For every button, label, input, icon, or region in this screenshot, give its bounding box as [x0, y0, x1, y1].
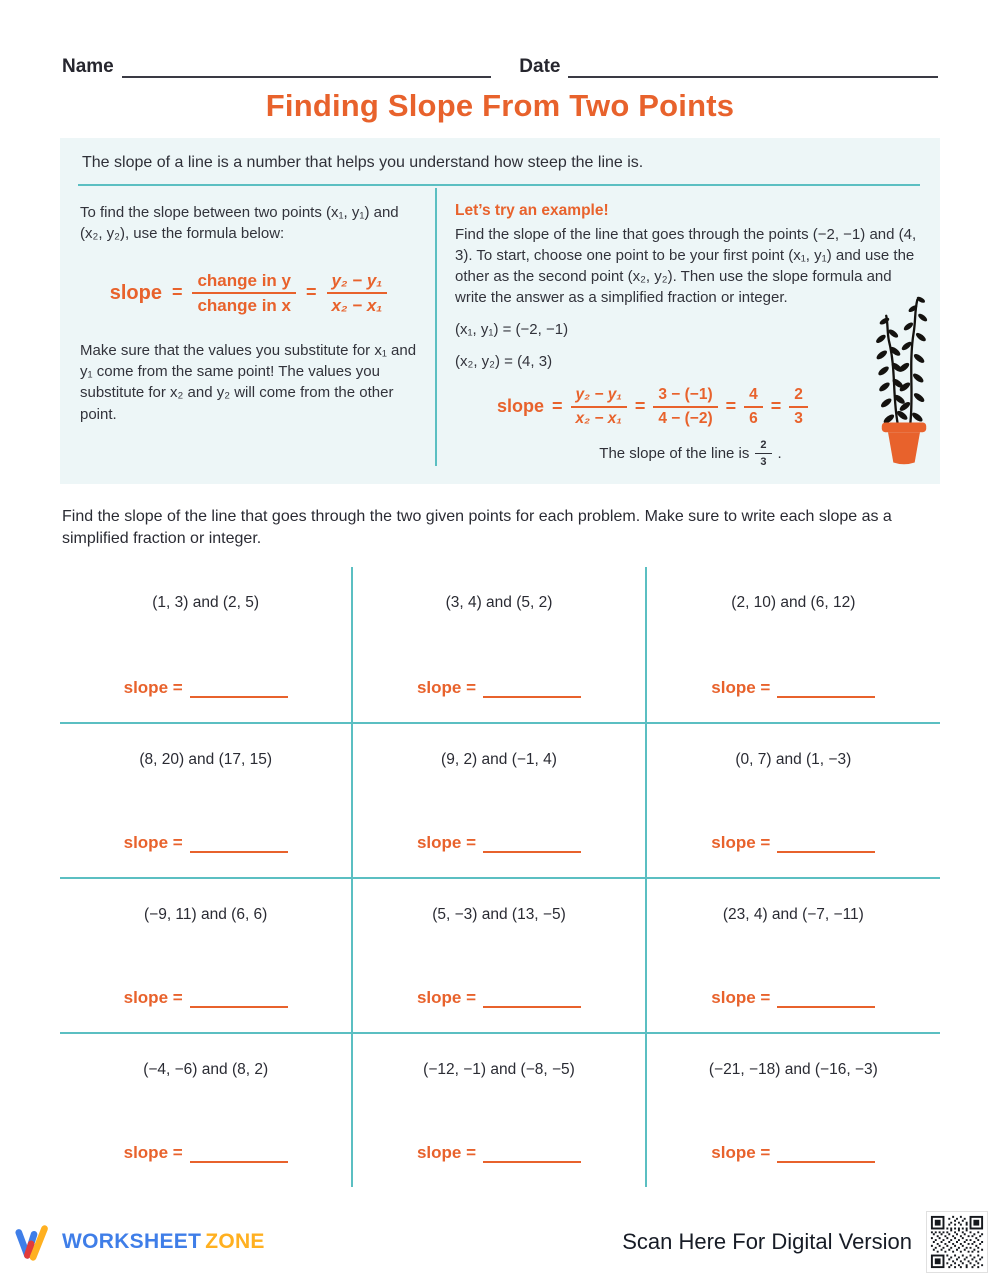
- name-label: Name: [62, 56, 114, 77]
- formula-caution-text: Make sure that the values you substitute for x₁ and y₁ come from the same point! The values you substitute for x₂ and y₂ will come from the other point.: [80, 341, 417, 423]
- equals-sign: =: [634, 395, 646, 416]
- problem-points: (0, 7) and (1, −3): [735, 751, 852, 769]
- problem-cell-4: [60, 722, 353, 877]
- logo-w-icon: [14, 1221, 56, 1263]
- fraction-numerator: y₂ − y₁: [327, 271, 388, 295]
- fraction-numerator: y₂ − y₁: [571, 386, 627, 408]
- date-label: Date: [519, 56, 561, 77]
- slope-answer-blank[interactable]: [483, 990, 581, 1008]
- fraction-denominator: change in x: [197, 296, 291, 316]
- slope-answer-blank[interactable]: [483, 1145, 581, 1163]
- problem-points: (−4, −6) and (8, 2): [143, 1061, 269, 1079]
- slope-label: slope =: [123, 988, 183, 1008]
- problem-grid: [60, 567, 940, 1187]
- worked-formula: [497, 386, 926, 428]
- equals-sign: =: [725, 395, 737, 416]
- fraction-answer: [789, 386, 808, 428]
- page-title: Finding Slope From Two Points: [265, 88, 735, 123]
- slope-label: slope =: [416, 678, 477, 698]
- fraction-substituted: [653, 386, 717, 428]
- example-point-1: (x₁, y₁) = (−2, −1): [455, 320, 569, 338]
- qr-code: [926, 1211, 988, 1273]
- slope-answer-blank[interactable]: [777, 835, 875, 853]
- worksheet-instructions: Find the slope of the line that goes through the two given points for each problem. Make sure to write each slope as a simplified fraction or integer.: [62, 508, 892, 547]
- fraction-denominator: 6: [749, 409, 758, 427]
- equals-sign: =: [552, 395, 563, 416]
- fraction-numerator: 4: [744, 386, 763, 408]
- problem-cell-2: [353, 567, 646, 722]
- equals-sign: =: [306, 282, 317, 303]
- slope-answer-blank[interactable]: [777, 1145, 875, 1163]
- fraction-denominator: 3: [794, 409, 803, 427]
- slope-word: slope: [109, 281, 162, 304]
- problem-cell-8: [353, 877, 646, 1032]
- example-point-2: (x₂, y₂) = (4, 3): [455, 352, 553, 370]
- potted-plant-illustration: [864, 284, 944, 472]
- problem-cell-10: [60, 1032, 353, 1187]
- slope-label: slope =: [711, 988, 771, 1008]
- slope-word: slope: [497, 395, 545, 416]
- example-column: [437, 186, 940, 474]
- scan-here-text: Scan Here For Digital Version: [622, 1229, 912, 1254]
- fraction-answer-small: [755, 439, 771, 468]
- problem-points: (8, 20) and (17, 15): [139, 751, 273, 769]
- fraction-denominator: x₂ − x₁: [575, 409, 622, 427]
- problem-points: (2, 10) and (6, 12): [731, 594, 856, 612]
- slope-answer-blank[interactable]: [190, 680, 288, 698]
- problem-cell-5: [353, 722, 646, 877]
- slope-answer-blank[interactable]: [483, 835, 581, 853]
- fraction-numerator: change in y: [192, 271, 296, 295]
- fraction-unsimplified: [744, 386, 763, 428]
- formula-column: [60, 186, 435, 474]
- fraction-numerator: 2: [789, 386, 808, 408]
- fraction-variables: [571, 386, 627, 428]
- problem-points: (−12, −1) and (−8, −5): [423, 1061, 575, 1079]
- slope-answer-blank[interactable]: [190, 1145, 288, 1163]
- slope-label: slope =: [416, 833, 477, 853]
- fraction-change: [192, 271, 296, 316]
- slope-answer-blank[interactable]: [483, 680, 581, 698]
- fraction-denominator: 4 − (−2): [658, 409, 713, 427]
- date-blank-line[interactable]: [568, 54, 938, 78]
- slope-label: slope =: [123, 678, 183, 698]
- example-text: Find the slope of the line that goes through the points (−2, −1) and (4, 3). To start, choose one point to be your first point (x₁, y₁) and use the other as the second point (x₂, y₂). Then use the slope formula and write the answer as a simplified fraction or integer.: [455, 225, 917, 306]
- brand-name-worksheet: WORKSHEET: [62, 1230, 202, 1253]
- equals-sign: =: [171, 282, 183, 303]
- fraction-denominator: x₂ − x₁: [331, 296, 383, 316]
- problem-cell-1: [60, 567, 353, 722]
- slope-answer-blank[interactable]: [777, 990, 875, 1008]
- slope-label: slope =: [711, 678, 771, 698]
- problem-points: (9, 2) and (−1, 4): [441, 751, 557, 769]
- problem-points: (3, 4) and (5, 2): [445, 594, 553, 612]
- worksheet-zone-logo: [14, 1221, 265, 1263]
- problem-points: (−21, −18) and (−16, −3): [708, 1061, 878, 1079]
- slope-label: slope =: [123, 833, 183, 853]
- problem-cell-3: [647, 567, 940, 722]
- slope-label: slope =: [711, 833, 771, 853]
- slope-formula: [80, 271, 417, 316]
- formula-intro-text: To find the slope between two points (x₁, y₁) and (x₂, y₂), use the formula below:: [80, 204, 399, 243]
- conclusion-text: The slope of the line is: [599, 445, 750, 463]
- slope-answer-blank[interactable]: [190, 990, 288, 1008]
- slope-answer-blank[interactable]: [190, 835, 288, 853]
- slope-label: slope =: [416, 988, 477, 1008]
- footer: [14, 1211, 988, 1273]
- fraction-denominator: 3: [760, 455, 767, 468]
- problem-cell-6: [647, 722, 940, 877]
- brand-name-zone: ZONE: [205, 1230, 265, 1253]
- problem-cell-9: [647, 877, 940, 1032]
- problem-points: (1, 3) and (2, 5): [152, 594, 260, 612]
- slope-label: slope =: [416, 1143, 477, 1163]
- equals-sign: =: [770, 395, 782, 416]
- problem-cell-12: [647, 1032, 940, 1187]
- problem-cell-7: [60, 877, 353, 1032]
- name-date-row: [62, 54, 938, 78]
- example-heading: Let’s try an example!: [455, 202, 609, 219]
- example-conclusion: [455, 439, 926, 468]
- problem-points: (23, 4) and (−7, −11): [722, 906, 864, 924]
- fraction-variables: [327, 271, 388, 316]
- intro-panel: [60, 138, 940, 484]
- conclusion-period: .: [777, 445, 782, 463]
- slope-answer-blank[interactable]: [777, 680, 875, 698]
- fraction-numerator: 3 − (−1): [653, 386, 717, 408]
- problem-cell-11: [353, 1032, 646, 1187]
- slope-label: slope =: [711, 1143, 771, 1163]
- problem-points: (5, −3) and (13, −5): [432, 906, 566, 924]
- problem-points: (−9, 11) and (6, 6): [143, 906, 268, 924]
- intro-lead: The slope of a line is a number that helps you understand how steep the line is.: [82, 154, 644, 171]
- slope-label: slope =: [123, 1143, 183, 1163]
- fraction-numerator: 2: [755, 439, 771, 454]
- name-blank-line[interactable]: [122, 54, 492, 78]
